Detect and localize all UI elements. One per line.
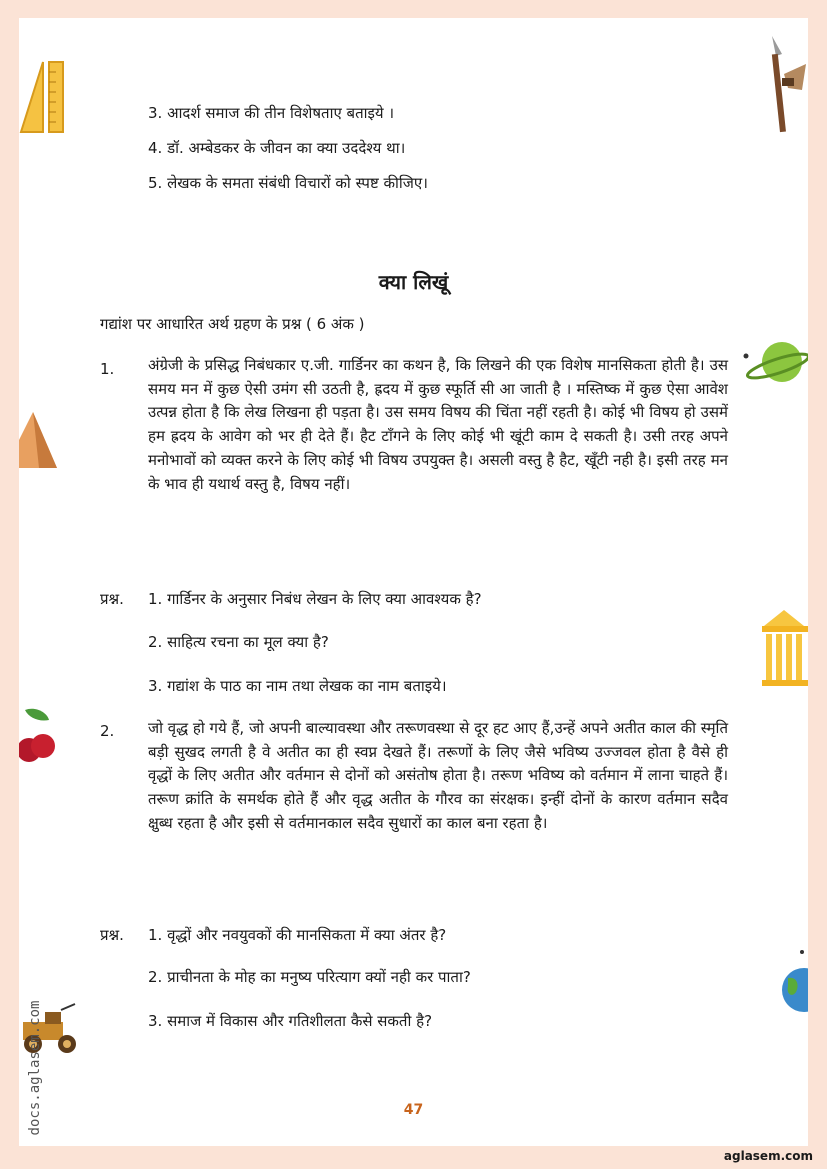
passage-2-text: जो वृद्ध हो गये हैं, जो अपनी बाल्यावस्था और तरूणवस्था से दूर हट आए हैं,उन्हें अपने अतीत काल की स्मृति बड़ी सुखद लगती है वे अतीत का ही स्वप्न देखते हैं। तरूणों के लिए जैसे भविष्य उज्जवल होता है वैसे ही वृद्धों के लिए अतीत और वर्तमान से दोनों को असंतोष होता है। तरूण भविष्य को वर्तमान में लाना चाहते हैं। तरूण क्रांति के समर्थक होते हैं और वृद्ध अतीत के गौरव का संरक्षक। इन्हीं दोनों के कारण वर्तमान सदैव क्षुब्ध रहता है और इसी से वर्तमानकाल सदैव सुधारों का काल बना रहता है। [148,719,728,832]
side-watermark: docs.aglasem.com [27,1000,43,1136]
passage-2-question-3: 3. समाज में विकास और गतिशीलता कैसे सकती है? [148,1012,433,1030]
top-question-3: 3. आदर्श समाज की तीन विशेषताए बताइये । [148,104,395,122]
passage-1-question-1: 1. गार्डिनर के अनुसार निबंध लेखन के लिए क्या आवश्यक है? [148,590,482,608]
temple-pillar-icon [760,608,808,688]
passage-1-question-2: 2. साहित्य रचना का मूल क्या है? [148,633,329,651]
passage-1-text: अंग्रेजी के प्रसिद्ध निबंधकार ए.जी. गार्डिनर का कथन है, कि लिखने की एक विशेष मानसिकता होती है। उस समय मन में कुछ ऐसी उमंग सी उठती है, ह्रदय में कुछ स्फूर्ति सी आ जाती है । मस्तिष्क में कुछ ऐसा आवेश उत्पन्न होता है कि लेख लिखना ही पड़ता है। उस समय विषय की चिंता नहीं रहती है। कोई भी विषय हो उसमें हम ह्रदय के आवेग को भर ही देते हैं। हैट टाँगने के लिए कोई भी खूंटी काम दे सकती है। उसी तरह अपने मनोभावों को व्यक्त करने के लिए कोई भी विषय उपयुक्त है। असली वस्तु है हैट, खूँटी नही है। इसी तरह मन के भाव ही यथार्थ वस्तु है, विषय नहीं। [148,356,728,493]
passage-2-question-label: प्रश्न. [100,926,124,944]
stone-tools-icon [766,34,810,136]
passage-2-question-2: 2. प्राचीनता के मोह का मनुष्य परित्याग क्यों नही कर पाता? [148,968,471,986]
cherries-icon [19,706,59,768]
passage-2-question-1: 1. वृद्धों और नवयुवकों की मानसिकता में क्या अंतर है? [148,926,447,944]
pyramid-icon [19,410,59,470]
passage-2-number: 2. [100,722,115,740]
top-question-4: 4. डॉ. अम्बेडकर के जीवन का क्या उददेश्य था। [148,139,406,157]
top-question-5: 5. लेखक के समता संबंधी विचारों को स्पष्ट कीजिए। [148,174,428,192]
ruler-triangle-icon [19,58,67,136]
page-number: 47 [403,1102,424,1118]
section-heading: क्या लिखूं [378,270,449,294]
passage-1-number: 1. [100,360,115,378]
section-subheading: गद्यांश पर आधारित अर्थ ग्रहण के प्रश्न ( 6 अंक ) [100,315,365,333]
planet-icon [742,336,808,388]
globe-icon [778,948,808,1018]
passage-1-question-label: प्रश्न. [100,590,124,608]
passage-1-question-3: 3. गद्यांश के पाठ का नाम तथा लेखक का नाम बताइये। [148,677,447,695]
site-url[interactable]: aglasem.com [723,1149,813,1163]
